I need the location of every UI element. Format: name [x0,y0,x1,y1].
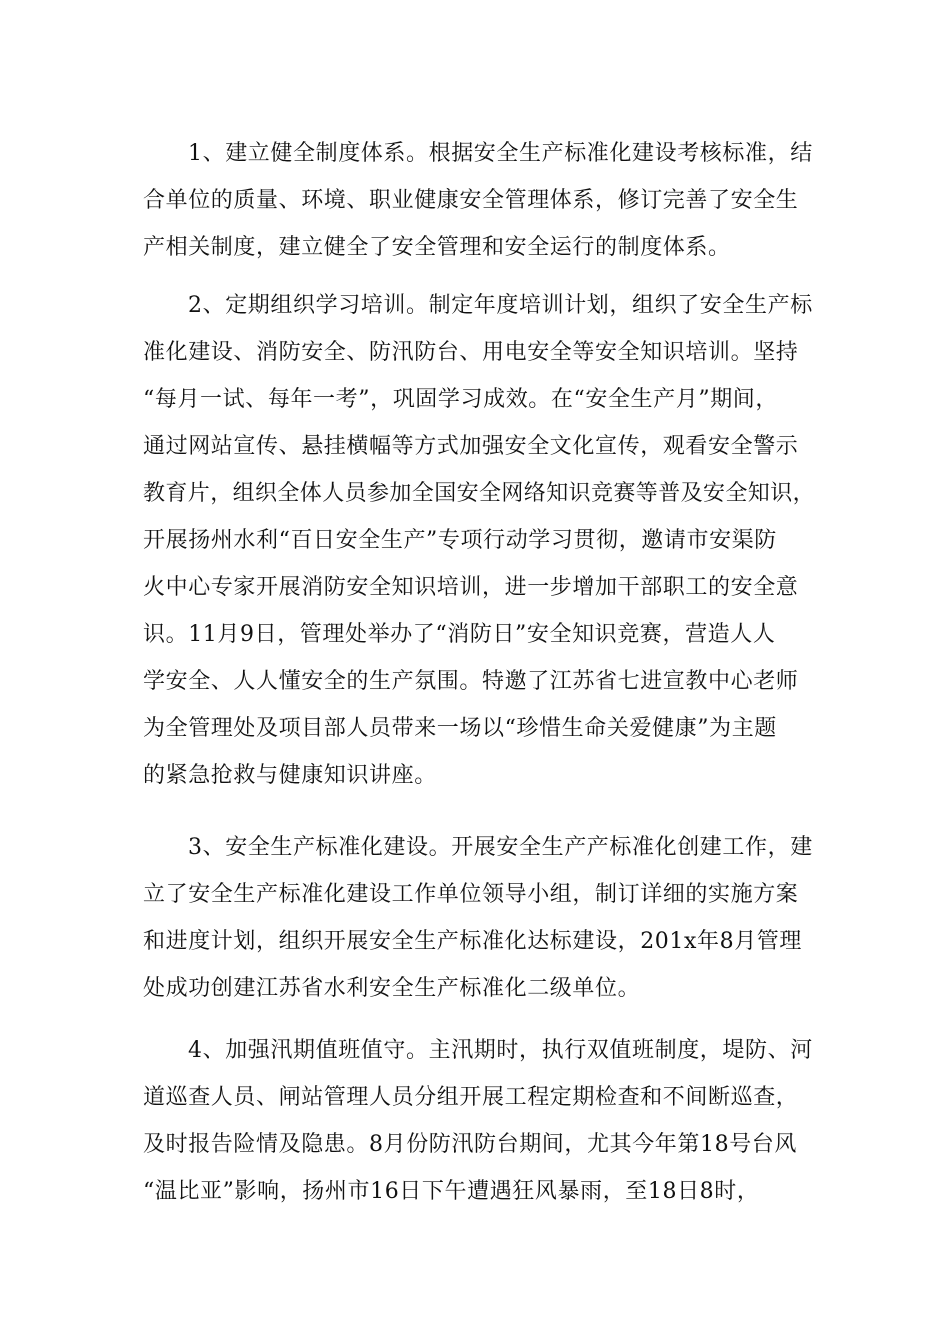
paragraph-1-line-2: 合单位的质量、环境、职业健康安全管理体系，修订完善了安全生 [143,188,799,213]
paragraph-1-line-1: 1、建立健全制度体系。根据安全生产标准化建设考核标准，结 [188,141,813,166]
paragraph-2-line-3: “每月一试、每年一考”，巩固学习成效。在“安全生产月”期间， [143,387,778,412]
paragraph-3-line-4: 处成功创建江苏省水利安全生产标准化二级单位。 [143,976,641,1001]
paragraph-2-line-2: 准化建设、消防安全、防汛防台、用电安全等安全知识培训。坚持 [143,340,799,365]
paragraph-2-line-9: 学安全、人人懂安全的生产氛围。特邀了江苏省七进宣教中心老师 [143,669,799,694]
paragraph-4-line-3: 及时报告险情及隐患。8月份防汛防台期间，尤其今年第18号台风 [143,1132,797,1157]
paragraph-2-line-10: 为全管理处及项目部人员带来一场以“珍惜生命关爱健康”为主题 [143,716,777,741]
paragraph-3-line-1: 3、安全生产标准化建设。开展安全生产产标准化创建工作，建 [188,835,813,860]
paragraph-2-line-11: 的紧急抢救与健康知识讲座。 [143,763,437,788]
paragraph-2-line-6: 开展扬州水利“百日安全生产”专项行动学习贯彻，邀请市安渠防 [143,528,777,553]
paragraph-2-line-7: 火中心专家开展消防安全知识培训，进一步增加干部职工的安全意 [143,575,799,600]
paragraph-2-line-4: 通过网站宣传、悬挂横幅等方式加强安全文化宣传，观看安全警示 [143,434,799,459]
paragraph-2-line-8: 识。11月9日，管理处举办了“消防日”安全知识竞赛，营造人人 [143,622,776,647]
paragraph-2-line-1: 2、定期组织学习培训。制定年度培训计划，组织了安全生产标 [188,293,813,318]
paragraph-2-line-5: 教育片，组织全体人员参加全国安全网络知识竞赛等普及安全知识， [143,481,816,506]
paragraph-4-line-4: “温比亚”影响，扬州市16日下午遭遇狂风暴雨，至18日8时， [143,1179,760,1204]
paragraph-3-line-3: 和进度计划，组织开展安全生产标准化达标建设，201x年8月管理 [143,929,802,954]
paragraph-1-line-3: 产相关制度，建立健全了安全管理和安全运行的制度体系。 [143,235,731,260]
paragraph-4-line-2: 道巡查人员、闸站管理人员分组开展工程定期检查和不间断巡查， [143,1085,799,1110]
paragraph-4-line-1: 4、加强汛期值班值守。主汛期时，执行双值班制度，堤防、河 [188,1038,813,1063]
paragraph-3-line-2: 立了安全生产标准化建设工作单位领导小组，制订详细的实施方案 [143,882,799,907]
